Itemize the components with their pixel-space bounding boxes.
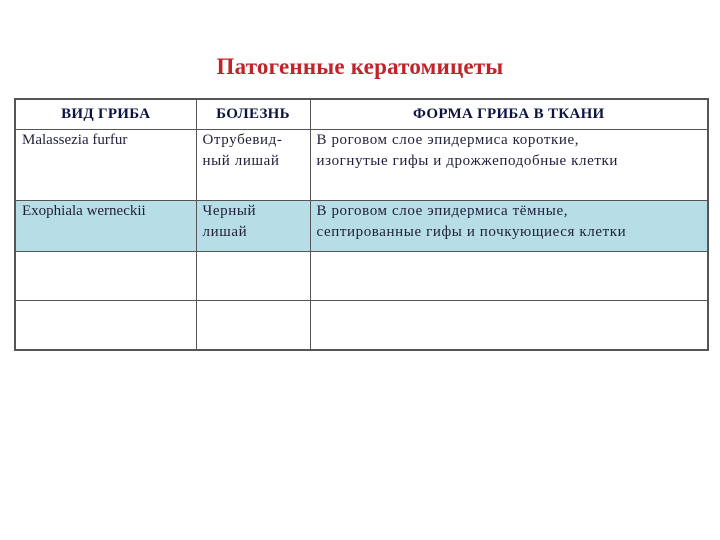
- table-row: [15, 252, 708, 301]
- species-cell: [15, 301, 196, 351]
- table-row: [15, 130, 708, 201]
- species-cell: Exophiala werneckii: [15, 201, 196, 252]
- disease-cell: Черный лишай: [196, 201, 310, 252]
- table-row: [15, 301, 708, 351]
- tissue-form-cell: [310, 301, 708, 351]
- page-title: Патогенные кератомицеты: [216, 54, 504, 79]
- tissue-form-cell: В роговом слое эпидермиса короткие, изогнутые гифы и дрожжеподобные клетки: [310, 130, 708, 201]
- tissue-form-cell: [310, 252, 708, 301]
- header-tissue-form: ФОРМА ГРИБА В ТКАНИ: [310, 99, 708, 130]
- header-species: ВИД ГРИБА: [15, 99, 196, 130]
- disease-cell: [196, 301, 310, 351]
- disease-cell: Отрубевид- ный лишай: [196, 130, 310, 201]
- table-header-row: [15, 99, 708, 130]
- keratomycetes-table: [14, 98, 709, 351]
- tissue-form-cell: В роговом слое эпидермиса тёмные, септированные гифы и почкующиеся клетки: [310, 201, 708, 252]
- species-cell: Malassezia furfur: [15, 130, 196, 201]
- disease-cell: [196, 252, 310, 301]
- header-disease: БОЛЕЗНЬ: [196, 99, 310, 130]
- species-cell: [15, 252, 196, 301]
- table-row: [15, 201, 708, 252]
